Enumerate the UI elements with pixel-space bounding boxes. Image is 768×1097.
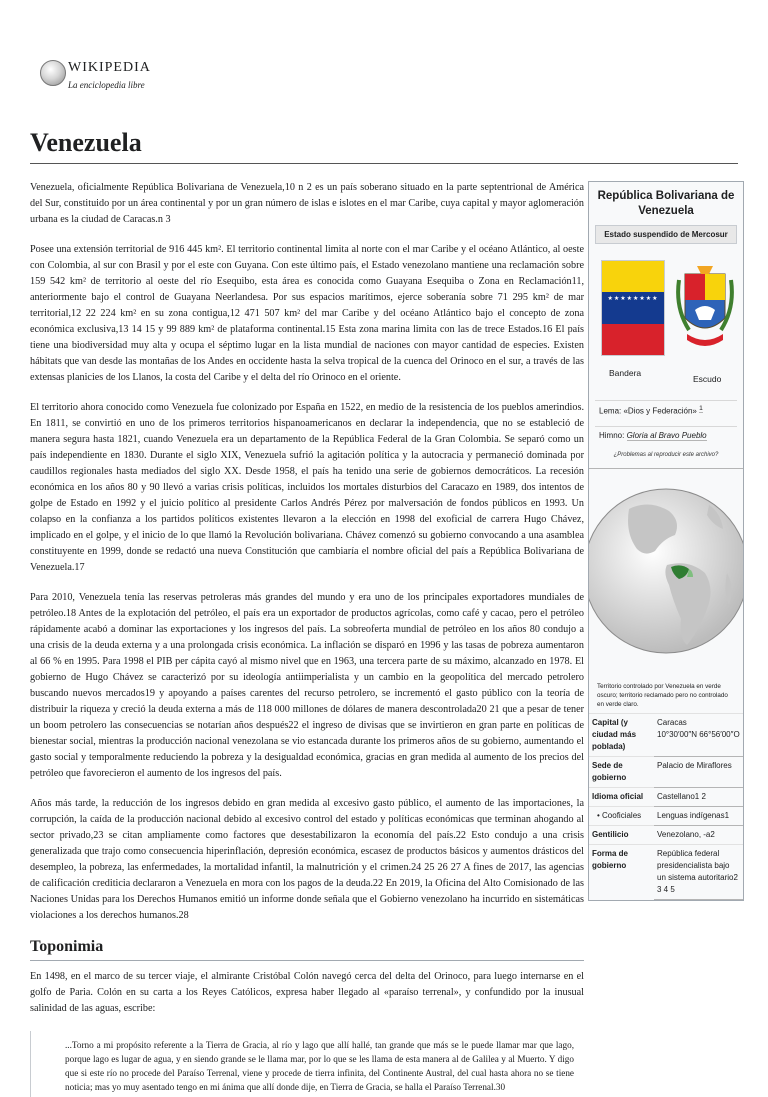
lead-paragraph-1: Venezuela, oficialmente República Bolivariana de Venezuela,10 n 2 es un país soberano situado en la parte septentrional de América del Sur, constituido por un área continental y por un gran número de islas e islotes en el mar Caribe, cuya capital y mayor aglomeración urbana es la ciudad de Caracas.n 3	[30, 182, 584, 225]
location-globe-map[interactable]	[589, 469, 743, 669]
wikipedia-globe-icon	[40, 60, 66, 86]
motto-value: «Dios y Federación»	[623, 406, 697, 416]
language-value[interactable]: Castellano1 2	[654, 787, 743, 806]
demonym-value: Venezolano, -a2	[654, 825, 743, 844]
title-divider	[30, 163, 738, 164]
flag-stars-icon: ★★★★★★★★	[607, 296, 659, 303]
infobox-title: República Bolivariana de Venezuela	[597, 190, 735, 217]
infobox-facts-table	[589, 713, 743, 900]
government-row	[589, 844, 743, 899]
wikipedia-tagline: La enciclopedia libre	[68, 80, 145, 90]
co-official-row	[589, 806, 743, 825]
demonym-label: Gentilicio	[589, 825, 654, 844]
motto-row	[595, 400, 737, 420]
page-title: Venezuela	[30, 128, 142, 157]
anthem-label: Himno:	[599, 430, 625, 440]
language-label: Idioma oficial	[589, 787, 654, 806]
lead-paragraph-4: Para 2010, Venezuela tenía las reservas petroleras más grandes del mundo y era uno de los principales exportadores mundiales de petróleo.18 Antes de la explotación del petróleo, el país era un exportador de productos agrícolas, como café y cacao, pero el petróleo rápidamente acabó a dominar las exportaciones y los ingresos del país. La sobreoferta mundial de petróleo en los años 80 condujo a una crisis de la deuda externa y a una prolongada crisis económica. La inflación se disparó en 1996 y las tasas de pobreza aumentaron al 66 % en 1995. Para 1998 el PIB per cápita cayó al mismo nivel que en 1963, una tercera parte de su máximo, alcanzado en 1978. El gobierno de Hugo Chávez se caracterizó por su ideología antiimperialista y un cambio en la geopolítica del mercado petrolero buscando nuevos mercados19 y apoyando a países carentes del recurso petrolero, se incrementó el gasto público con la teoría de distribuir la riqueza y creció la deuda externa a más de 118 000 millones de dólares de manera descontrolada20 21 que a pesar de tener un boom petrolero las consecuencias se notarían años después22 el ingreso de divisas que se invirtieron en gran parte en políticas de bienestar social, mientras la producción nacional venezolana se vio estancada durante los primeros años de su gobierno, aumentando el gasto social y temporalmente reduciendo la pobreza y la desigualdad económica, gracias en gran medida al aumento de los precios del petróleo que favorecieron el aumento de los ingresos del país.	[30, 592, 584, 779]
government-label: Forma de gobierno	[589, 844, 654, 899]
flag-caption[interactable]: Bandera	[609, 368, 642, 378]
venezuela-flag-image[interactable]	[601, 260, 665, 356]
coat-caption[interactable]: Escudo	[693, 374, 722, 384]
lead-paragraph-3: El territorio ahora conocido como Venezuela fue colonizado por España en 1522, en medio de la resistencia de los pueblos amerindios. En 1811, se convirtió en uno de los primeros territorios hispanoamericanos en declarar la independencia, que no se estableció de manera segura hasta 1821, cuando Venezuela era un departamento de la República Federal de la Gran Colombia. Se separó como un país independiente en 1830. Durante el siglo XIX, Venezuela sufrió la agitación política y la autocracia y permaneció dominada por caudillos regionales hasta mediados del siglo XX. Desde 1958, el país ha tenido una serie de gobiernos democráticos. La recesión económica en los años 80 y 90 llevó a varias crisis políticas, incluidos los mortales disturbios del Caracazo en 1989, dos intentos de golpe de Estado en 1992 y el juicio político al presidente Carlos Andrés Pérez por malversación de fondos públicos en 1993. Un colapso en la confianza a los partidos políticos existentes llevaron a la elección en 1998 del exoficial de carrera Hugo Chávez, implicado en el golpe, y el inicio de lo que llamó la Revolución bolivariana. Chávez comenzó su gobierno convocando a una asamblea constituyente en 1999, donde se redactó una nueva Constitución que cambiaría el nombre oficial del país a República Bolivariana de Venezuela.17	[30, 402, 584, 573]
co-official-label: • Cooficiales	[589, 806, 654, 825]
colon-quote: ...Torno a mi propósito referente a la Tierra de Gracia, al río y lago que allí hallé, tan grande que más se le puede llamar mar que lago, porque lago es lugar de agua, y en siendo grande se le llama mar, por lo que se les llama de esta manera al de Galilea y al Muerto. Y digo que si este río no procede del Paraíso Terrenal, viene y procede de tierra infinita, del Continente Austral, del cual hasta ahora no se tiene noticia; mas yo muy asentado tengo en mi ánima que allí donde dije, en Tierra de Gracia, se halla el Paraíso Terrenal.30	[30, 1031, 584, 1097]
media-problems-link[interactable]: ¿Problemas al reproducir este archivo?	[589, 444, 743, 469]
motto-label: Lema:	[599, 406, 622, 416]
infobox-status-banner[interactable]: Estado suspendido de Mercosur	[595, 225, 737, 244]
capital-label: Capital (y ciudad más poblada)	[589, 713, 654, 756]
toponimia-paragraph: En 1498, en el marco de su tercer viaje, el almirante Cristóbal Colón navegó cerca del delta del Orinoco, para luego internarse en el golfo de Paria. Colón en su carta a los Reyes Católicos, expresa haber llegado al «paraíso terrenal», y confundido por la inusual salinidad de las aguas, escribe:	[30, 971, 584, 1014]
seat-label: Sede de gobierno	[589, 756, 654, 787]
national-symbols	[589, 246, 743, 394]
language-row	[589, 787, 743, 806]
anthem-link[interactable]: Gloria al Bravo Pueblo	[626, 430, 707, 440]
map-caption: Territorio controlado por Venezuela en verde oscuro; territorio reclamado pero no controlado en verde claro.	[597, 682, 728, 708]
demonym-row	[589, 825, 743, 844]
anthem-row	[595, 426, 737, 444]
country-infobox	[588, 181, 744, 901]
coat-of-arms-image[interactable]	[675, 260, 735, 354]
capital-value[interactable]: Caracas 10°30′00″N 66°56′00″O	[654, 713, 743, 756]
section-heading-toponimia: Toponimia	[30, 938, 584, 961]
article-body	[30, 180, 584, 1097]
wikipedia-logo[interactable]	[40, 58, 190, 102]
motto-ref[interactable]: 1	[699, 405, 703, 412]
seat-value[interactable]: Palacio de Miraflores	[654, 756, 743, 787]
co-official-value[interactable]: Lenguas indígenas1	[654, 806, 743, 825]
seat-row	[589, 756, 743, 787]
lead-paragraph-2: Posee una extensión territorial de 916 445 km². El territorio continental limita al norte con el mar Caribe y el océano Atlántico, al oeste con Colombia, al sur con Brasil y por el este con Guyana. Con este último país, el Estado venezolano mantiene una reclamación sobre 159 542 km² de territorio al oeste del río Esequibo, esta área es conocida como Guayana Esequiba o Zona en Reclamación11, anteriormente bajo el control de Guayana Neerlandesa. Por sus espacios marítimos, ejerce soberanía sobre 71 295 km² de mar territorial,12 22 224 km² en su zona contigua,12 471 507 km² del mar Caribe y del océano Atlántico bajo el concepto de zona económica exclusiva,13 14 15 y 99 889 km² de plataforma continental.15 Esta zona marina limita con las de trece Estados.16 El país tiene una biodiversidad muy alta y ocupa el séptimo lugar en la lista mundial de naciones con mayor cantidad de especies. Existen hábitats que van desde las montañas de los Andes en occidente hasta la selva tropical de la cuenca del Orinoco en el sur, a través de las extensas planicies de los Llanos, la costa del Caribe y el delta del río Orinoco en el oriente.	[30, 244, 584, 383]
lead-paragraph-5: Años más tarde, la reducción de los ingresos debido en gran medida al excesivo gasto público, el aumento de las importaciones, la corrupción, la caída de la producción nacional debido al excesivo control del estado y políticas económicas que terminan ahogando al sector privado,23 se citan ampliamente como factores que desestabilizaron la economía del país.22 Esto condujo a una crisis generalizada que trajo como consecuencia hiperinflación, depresión económica, escasez de productos básicos y aumentos drásticos del desempleo, la pobreza, las enfermedades, la mortalidad infantil, la malnutrición y el crimen.24 25 26 27 A fines de 2017, las agencias de calificación crediticia declararon a Venezuela en mora con los pagos de la deuda.22 En 2019, la Oficina del Alto Comisionado de las Naciones Unidas para los Derechos Humanos emitió un informe donde señala que el Gobierno venezolano ha incurrido en sistemáticas violaciones a los derechos humanos.28	[30, 798, 584, 921]
government-value[interactable]: República federal presidencialista bajo un sistema autoritario2 3 4 5	[654, 844, 743, 899]
wikipedia-wordmark: WIKIPEDIA	[68, 60, 151, 75]
capital-row	[589, 713, 743, 756]
